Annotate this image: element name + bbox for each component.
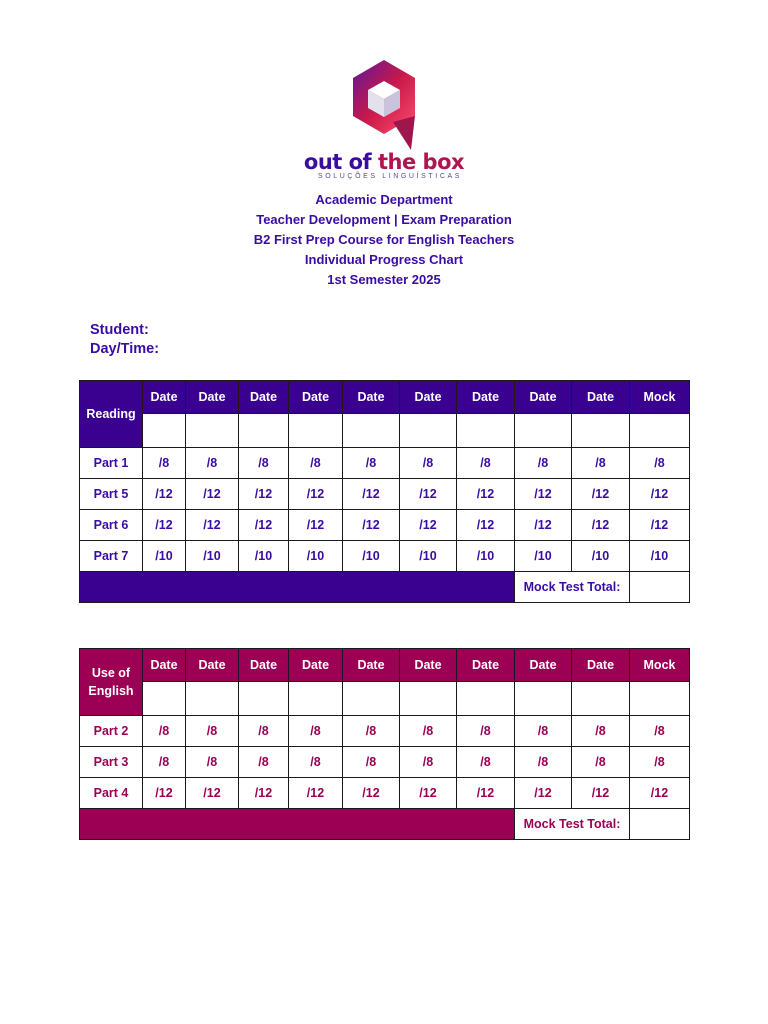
score-cell[interactable]: /8 [343,716,400,747]
date-cell[interactable] [239,682,289,716]
column-header: Date [515,381,572,414]
date-cell[interactable] [515,682,572,716]
date-cell[interactable] [572,414,630,448]
score-cell[interactable]: /8 [289,448,343,479]
score-cell[interactable]: /12 [186,479,239,510]
mock-total-cell[interactable] [630,572,690,603]
date-cell[interactable] [630,682,690,716]
score-cell[interactable]: /10 [400,541,457,572]
date-cell[interactable] [400,682,457,716]
header-line-semester: 1st Semester 2025 [327,272,441,287]
table-row [80,747,690,778]
date-entry-row [80,414,690,448]
date-cell[interactable] [239,414,289,448]
score-cell[interactable]: /8 [400,448,457,479]
table-row [80,541,690,572]
row-label: Part 6 [80,510,143,541]
reading-progress-table [79,380,690,603]
brand-name-part1: out of [303,150,379,174]
table-row [80,448,690,479]
score-cell[interactable]: /10 [457,541,515,572]
score-cell[interactable]: /10 [239,541,289,572]
mock-total-cell[interactable] [630,809,690,840]
score-cell[interactable]: /10 [515,541,572,572]
mock-total-row [80,809,690,840]
column-header: Mock [630,649,690,682]
score-cell[interactable]: /12 [572,510,630,541]
column-header: Date [457,649,515,682]
row-label: Part 4 [80,778,143,809]
section-label-line2: English [88,684,134,698]
date-cell[interactable] [457,682,515,716]
score-cell[interactable]: /12 [289,510,343,541]
column-header: Date [143,649,186,682]
section-footer-bar [80,809,515,840]
score-cell[interactable]: /12 [143,479,186,510]
score-cell[interactable]: /12 [239,479,289,510]
score-cell[interactable]: /8 [143,716,186,747]
score-cell[interactable]: /8 [457,747,515,778]
brand-tagline: SOLUÇÕES LINGUÍSTICAS [317,173,463,180]
score-cell[interactable]: /12 [457,479,515,510]
score-cell[interactable]: /8 [572,716,630,747]
row-label: Part 2 [80,716,143,747]
date-cell[interactable] [143,682,186,716]
score-cell[interactable]: /8 [515,747,572,778]
brand-name-part2: the box [378,150,465,174]
score-cell[interactable]: /8 [343,448,400,479]
column-header: Date [289,649,343,682]
column-header: Date [400,381,457,414]
score-cell[interactable]: /8 [186,747,239,778]
score-cell[interactable]: /12 [343,479,400,510]
score-cell[interactable]: /12 [239,778,289,809]
mock-total-label: Mock Test Total: [515,572,630,603]
table-row [80,716,690,747]
score-cell[interactable]: /10 [572,541,630,572]
date-cell[interactable] [143,414,186,448]
score-cell[interactable]: /8 [143,448,186,479]
column-header: Date [289,381,343,414]
score-cell[interactable]: /8 [343,747,400,778]
column-header: Date [572,381,630,414]
score-cell[interactable]: /8 [239,716,289,747]
score-cell[interactable]: /10 [289,541,343,572]
date-cell[interactable] [289,414,343,448]
score-cell[interactable]: /8 [515,716,572,747]
brand-name [0,150,768,174]
score-cell[interactable]: /12 [630,479,690,510]
score-cell[interactable]: /8 [630,716,690,747]
score-cell[interactable]: /8 [457,448,515,479]
score-cell[interactable]: /8 [400,747,457,778]
score-cell[interactable]: /12 [630,510,690,541]
score-cell[interactable]: /12 [400,510,457,541]
use-of-english-progress-table [79,648,690,840]
score-cell[interactable]: /8 [630,448,690,479]
table-row [80,479,690,510]
score-cell[interactable]: /12 [186,778,239,809]
table-row [80,778,690,809]
score-cell[interactable]: /8 [572,448,630,479]
mock-total-label: Mock Test Total: [515,809,630,840]
score-cell[interactable]: /12 [572,479,630,510]
date-cell[interactable] [186,682,239,716]
score-cell[interactable]: /8 [630,747,690,778]
date-cell[interactable] [630,414,690,448]
score-cell[interactable]: /8 [572,747,630,778]
column-header: Date [239,381,289,414]
score-cell[interactable]: /12 [515,479,572,510]
score-cell[interactable]: /8 [186,716,239,747]
header-line-program: Teacher Development | Exam Preparation [256,212,512,227]
score-cell[interactable]: /8 [239,747,289,778]
score-cell[interactable]: /8 [239,448,289,479]
date-cell[interactable] [457,414,515,448]
section-label-line1: Use of [91,666,131,680]
score-cell[interactable]: /12 [143,510,186,541]
student-info [90,321,159,359]
score-cell[interactable]: /12 [457,778,515,809]
row-label: Part 5 [80,479,143,510]
row-label: Part 7 [80,541,143,572]
date-cell[interactable] [343,414,400,448]
mock-total-row [80,572,690,603]
header-line-department: Academic Department [315,192,453,207]
score-cell[interactable]: /12 [457,510,515,541]
logo [0,60,768,152]
score-cell[interactable]: /12 [343,778,400,809]
row-label: Part 1 [80,448,143,479]
table-header-row [80,649,690,682]
table-header-row [80,381,690,414]
score-cell[interactable]: /12 [515,510,572,541]
date-cell[interactable] [343,682,400,716]
score-cell[interactable]: /12 [239,510,289,541]
date-cell[interactable] [515,414,572,448]
score-cell[interactable]: /8 [186,448,239,479]
score-cell[interactable]: /12 [343,510,400,541]
score-cell[interactable]: /12 [143,778,186,809]
section-footer-bar [80,572,515,603]
column-header: Date [457,381,515,414]
student-label: Student: [90,322,149,338]
row-label: Part 3 [80,747,143,778]
score-cell[interactable]: /8 [143,747,186,778]
header-line-course: B2 First Prep Course for English Teachers [253,232,515,247]
column-header: Date [515,649,572,682]
cube-logo-icon [349,60,419,152]
column-header: Date [572,649,630,682]
score-cell[interactable]: /12 [400,778,457,809]
column-header: Date [239,649,289,682]
reading-section-label: Reading [80,381,143,448]
score-cell[interactable]: /8 [400,716,457,747]
column-header: Date [343,381,400,414]
date-entry-row [80,682,690,716]
score-cell[interactable]: /10 [143,541,186,572]
score-cell[interactable]: /12 [515,778,572,809]
score-cell[interactable]: /10 [343,541,400,572]
score-cell[interactable]: /8 [289,716,343,747]
daytime-label: Day/Time: [90,341,160,357]
column-header: Date [143,381,186,414]
use-of-english-section-label [80,649,143,716]
score-cell[interactable]: /12 [400,479,457,510]
score-cell[interactable]: /12 [289,479,343,510]
column-header: Mock [630,381,690,414]
score-cell[interactable]: /8 [289,747,343,778]
column-header: Date [400,649,457,682]
column-header: Date [343,649,400,682]
score-cell[interactable]: /12 [630,778,690,809]
score-cell[interactable]: /10 [186,541,239,572]
date-cell[interactable] [572,682,630,716]
date-cell[interactable] [289,682,343,716]
table-row [80,510,690,541]
date-cell[interactable] [400,414,457,448]
column-header: Date [186,381,239,414]
score-cell[interactable]: /12 [572,778,630,809]
score-cell[interactable]: /12 [289,778,343,809]
date-cell[interactable] [186,414,239,448]
score-cell[interactable]: /10 [630,541,690,572]
score-cell[interactable]: /8 [515,448,572,479]
document-header [0,190,768,290]
score-cell[interactable]: /8 [457,716,515,747]
score-cell[interactable]: /12 [186,510,239,541]
column-header: Date [186,649,239,682]
document-title: Individual Progress Chart [304,252,464,267]
